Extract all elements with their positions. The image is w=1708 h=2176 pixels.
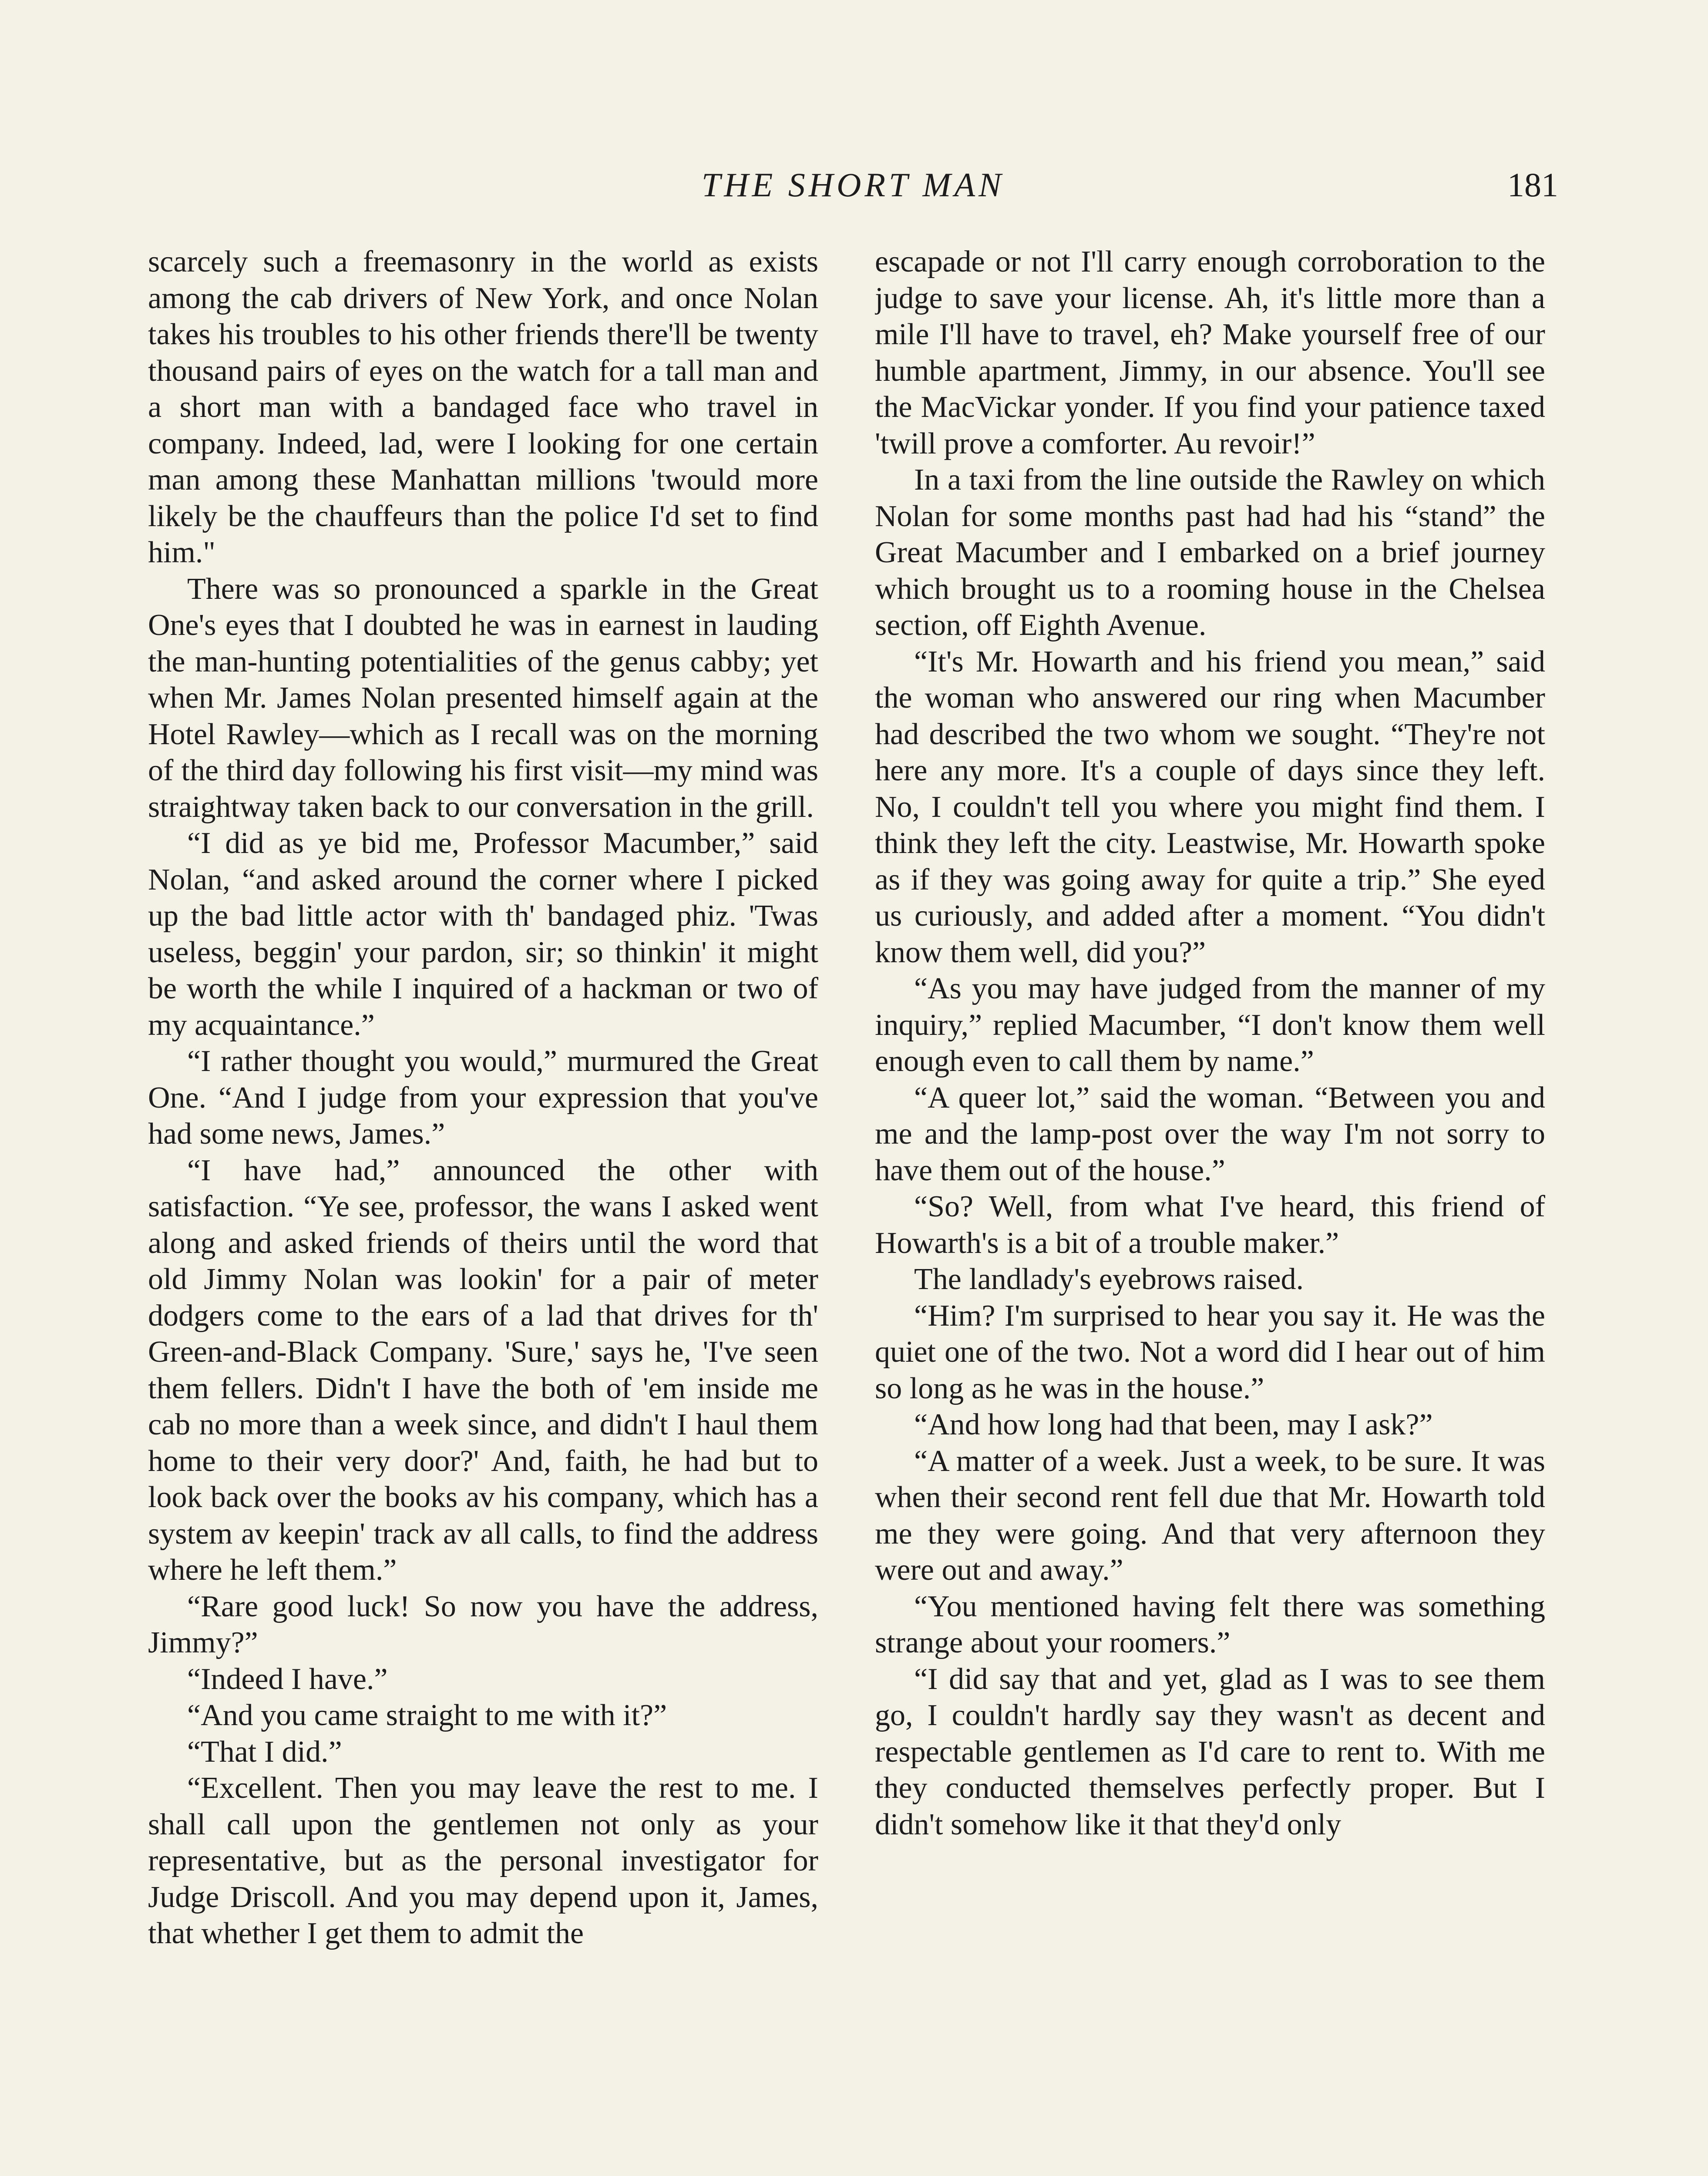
paragraph: “Indeed I have.” (187, 1662, 388, 1696)
paragraph: “Him? I'm surprised to hear you say it. He was the quiet one of the two. Not a word did I hear out of him so long as he was in the house.” (875, 1299, 1545, 1405)
paragraph: The landlady's eyebrows raised. (914, 1263, 1304, 1296)
paragraph: “A matter of a week. Just a week, to be sure. It was when their second rent fell due that Mr. Howarth told me they were going. And that very afternoon they were out and away.” (875, 1444, 1545, 1587)
paragraph: “You mentioned having felt there was something strange about your roomers.” (875, 1589, 1545, 1659)
paragraph: “As you may have judged from the manner of my inquiry,” replied Macumber, “I don't know them well enough even to call them by name.” (875, 972, 1545, 1078)
paragraph: “And you came straight to me with it?” (187, 1699, 667, 1732)
paragraph: “That I did.” (187, 1735, 342, 1769)
running-title: THE SHORT MAN (701, 166, 1005, 204)
page-number: 181 (1507, 166, 1558, 204)
paragraph: escapade or not I'll carry enough corroboration to the judge to save your license. Ah, it's little more than a mile I'll have to travel, eh? Make yourself free of our humble apartment, Jimmy, in our absence. You'll see the MacVickar yonder. If you find your patience taxed 'twill prove a comforter. Au revoir!” (875, 245, 1545, 460)
right-column (875, 244, 1545, 2176)
paragraph: There was so pronounced a sparkle in the Great One's eyes that I doubted he was in earnest in lauding the man-hunting potentialities of the genus cabby; yet when Mr. James Nolan presented himself again at the Hotel Rawley—which as I recall was on the morning of the third day following his first visit—my mind was straightway taken back to our conversation in the grill. (148, 572, 818, 824)
paragraph: “Rare good luck! So now you have the address, Jimmy?” (148, 1589, 818, 1659)
paragraph: In a taxi from the line outside the Rawley on which Nolan for some months past had had his “stand” the Great Macumber and I embarked on a brief journey which brought us to a rooming house in the Chelsea section, off Eighth Avenue. (875, 463, 1545, 642)
paragraph: “I have had,” announced the other with satisfaction. “Ye see, professor, the wans I asked went along and asked friends of theirs until the word that old Jimmy Nolan was lookin' for a pair of meter dodgers come to the ears of a lad that drives for th' Green-and-Black Company. 'Sure,' says he, 'I've seen them fellers. Didn't I have the both of 'em inside me cab no more than a week since, and didn't I haul them home to their very door?' And, faith, he had but to look back over the books av his company, which has a system av keepin' track av all calls, to find the address where he left them.” (148, 1153, 818, 1587)
paragraph: “It's Mr. Howarth and his friend you mean,” said the woman who answered our ring when Macumber had described the two whom we sought. “They're not here any more. It's a couple of days since they left. No, I couldn't tell you where you might find them. I think they left the city. Leastwise, Mr. Howarth spoke as if they was going away for quite a trip.” She eyed us curiously, and added after a moment. “You didn't know them well, did you?” (875, 645, 1545, 969)
paragraph: “And how long had that been, may I ask?” (914, 1408, 1433, 1441)
paragraph: “I did say that and yet, glad as I was to see them go, I couldn't hardly say they wasn't as decent and respectable gentlemen as I'd care to rent to. With me they conducted themselves perfectly proper. But I didn't somehow like it that they'd only (875, 1662, 1545, 1841)
paragraph: “So? Well, from what I've heard, this friend of Howarth's is a bit of a trouble maker.” (875, 1190, 1545, 1260)
running-head (148, 161, 1558, 209)
paragraph: scarcely such a freemasonry in the world as exists among the cab drivers of New York, and once Nolan takes his troubles to his other friends there'll be twenty thousand pairs of eyes on the watch for a tall man and a short man with a bandaged face who travel in company. Indeed, lad, were I looking for one certain man among these Manhattan millions 'twould more likely be the chauffeurs than the police I'd set to find him." (148, 245, 818, 569)
paragraph: “I rather thought you would,” murmured the Great One. “And I judge from your expression that you've had some news, James.” (148, 1044, 818, 1151)
paragraph: “Excellent. Then you may leave the rest to me. I shall call upon the gentlemen not only as your representative, but as the personal investigator for Judge Driscoll. And you may depend upon it, James, that whether I get them to admit the (148, 1771, 818, 1950)
paragraph: “A queer lot,” said the woman. “Between you and me and the lamp-post over the way I'm not sorry to have them out of the house.” (875, 1081, 1545, 1187)
left-column (148, 244, 818, 2176)
paragraph: “I did as ye bid me, Professor Macumber,” said Nolan, “and asked around the corner where I picked up the bad little actor with th' bandaged phiz. 'Twas useless, beggin' your pardon, sir; so thinkin' it might be worth the while I inquired of a hackman or two of my acquaintance.” (148, 826, 818, 1042)
